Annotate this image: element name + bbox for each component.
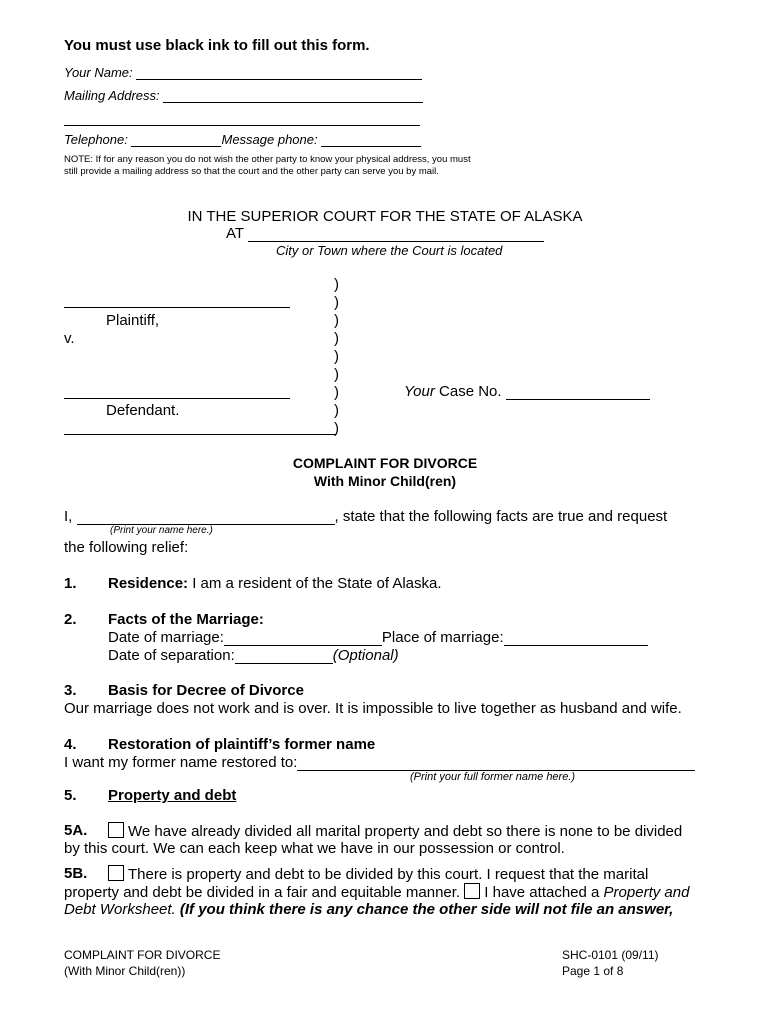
court-at-label: AT: [226, 225, 244, 242]
former-name-row: [64, 754, 695, 771]
your-name-row: [64, 65, 422, 80]
checkbox-5a[interactable]: [108, 822, 124, 838]
footer-left: [64, 947, 220, 979]
marriage-row: [108, 629, 648, 646]
section-2-heading: Facts of the Marriage:: [108, 611, 264, 628]
footer-form-number: SHC-0101 (09/11): [562, 948, 659, 962]
intro-prefix: I,: [64, 508, 73, 525]
telephone-field[interactable]: [131, 132, 221, 147]
versus-label: v.: [64, 330, 75, 347]
caption-paren: ): [334, 312, 339, 329]
caption-paren: ): [334, 330, 339, 347]
section-5b-number: 5B.: [64, 865, 88, 882]
your-name-label: Your Name:: [64, 65, 133, 80]
address-note: NOTE: If for any reason you do not wish the other party to know your physical address, you must still provide a mailing address so that the court and the other party can serve you by mail.: [64, 154, 471, 177]
section-5a-text2: by this court. We can each keep what we have in our possession or control.: [64, 840, 565, 857]
former-name-caption: (Print your full former name here.): [410, 771, 576, 783]
section-1-text: I am a resident of the State of Alaska.: [192, 575, 442, 592]
plaintiff-name-line[interactable]: [64, 307, 290, 308]
telephone-label: Telephone:: [64, 132, 128, 147]
section-4-heading: Restoration of plaintiff’s former name: [108, 736, 376, 753]
section-1: [108, 575, 442, 592]
section-3-heading: Basis for Decree of Divorce: [108, 682, 304, 699]
mailing-address-field[interactable]: [163, 88, 423, 103]
section-5b-text1: There is property and debt to be divided by this court. I request that the marital: [128, 866, 649, 883]
defendant-name-line[interactable]: [64, 398, 290, 399]
former-name-label: I want my former name restored to:: [64, 754, 298, 771]
section-5a-number: 5A.: [64, 822, 88, 839]
section-1-number: 1.: [64, 575, 77, 592]
caption-paren: ): [334, 294, 339, 311]
former-name-field[interactable]: [297, 755, 695, 771]
mailing-address-row: [64, 88, 423, 103]
footer-form-title: COMPLAINT FOR DIVORCE: [64, 948, 221, 962]
intro-line: [64, 508, 667, 525]
date-of-separation-label: Date of separation:: [108, 647, 235, 664]
intro-line2: the following relief:: [64, 539, 189, 556]
separation-row: [108, 647, 399, 664]
section-5b-line1: [108, 865, 648, 883]
date-of-marriage-field[interactable]: [224, 630, 382, 646]
case-number-row: [404, 383, 650, 400]
section-5a-text1: We have already divided all marital property and debt so there is none to be divided: [128, 823, 683, 840]
intro-caption: (Print your name here.): [110, 525, 213, 536]
mailing-address-label: Mailing Address:: [64, 88, 160, 103]
plaintiff-label: Plaintiff,: [106, 312, 160, 329]
separation-optional: (Optional): [332, 647, 399, 664]
section-5a-line1: [108, 822, 682, 840]
section-2-number: 2.: [64, 611, 77, 628]
footer-form-subtitle: (With Minor Child(ren)): [64, 964, 186, 978]
caption-paren: ): [334, 420, 339, 437]
section-5-heading: Property and debt: [108, 787, 237, 804]
telephone-row: [64, 132, 421, 147]
court-title: IN THE SUPERIOR COURT FOR THE STATE OF ALASKA: [187, 208, 583, 225]
intro-suffix: , state that the following facts are true and request: [334, 508, 668, 525]
court-at-row: [226, 225, 544, 242]
section-5b-line2: [64, 883, 689, 901]
caption-paren: ): [334, 384, 339, 401]
date-of-separation-field[interactable]: [235, 648, 333, 664]
checkbox-worksheet-attached[interactable]: [464, 883, 480, 899]
caption-paren: ): [334, 402, 339, 419]
section-3-number: 3.: [64, 682, 77, 699]
checkbox-5b[interactable]: [108, 865, 124, 881]
place-of-marriage-label: Place of marriage:: [381, 629, 504, 646]
section-5-number: 5.: [64, 787, 77, 804]
date-of-marriage-label: Date of marriage:: [108, 629, 224, 646]
plaintiff-name-field[interactable]: [77, 509, 335, 525]
message-phone-label: Message phone:: [221, 132, 318, 147]
section-1-heading: Residence:: [108, 575, 189, 592]
your-name-field[interactable]: [136, 65, 422, 80]
section-3-text: Our marriage does not work and is over. It is impossible to live together as husband and wife.: [64, 700, 682, 717]
footer-page-number: Page 1 of 8: [562, 964, 624, 978]
caption-paren: ): [334, 348, 339, 365]
caption-paren: ): [334, 366, 339, 383]
section-4-number: 4.: [64, 736, 77, 753]
section-5b-text2a: property and debt be divided in a fair and equitable manner.: [64, 884, 461, 901]
caption-paren: ): [334, 276, 339, 293]
ink-notice: You must use black ink to fill out this form.: [64, 37, 370, 54]
section-5b-text2c: Property and: [603, 884, 690, 901]
section-5b-line3: [64, 901, 673, 918]
place-of-marriage-field[interactable]: [504, 630, 648, 646]
footer-right: [562, 947, 659, 979]
mailing-address-line2[interactable]: [64, 125, 420, 126]
section-5b-text3b: (If you think there is any chance the other side will not file an answer,: [179, 901, 674, 918]
defendant-label: Defendant.: [106, 402, 180, 419]
section-5b-text2b: I have attached a: [484, 884, 600, 901]
case-number-field[interactable]: [506, 384, 650, 400]
court-location-caption: City or Town where the Court is located: [276, 243, 503, 258]
caption-bottom-line: [64, 434, 336, 435]
document-title: COMPLAINT FOR DIVORCE: [292, 455, 478, 471]
section-5b-text3a: Debt Worksheet.: [64, 901, 176, 918]
court-location-field[interactable]: [248, 226, 544, 242]
case-number-your: Your: [404, 383, 435, 400]
case-number-label: Case No.: [439, 383, 502, 400]
message-phone-field[interactable]: [321, 132, 421, 147]
document-subtitle: With Minor Child(ren): [313, 473, 457, 489]
